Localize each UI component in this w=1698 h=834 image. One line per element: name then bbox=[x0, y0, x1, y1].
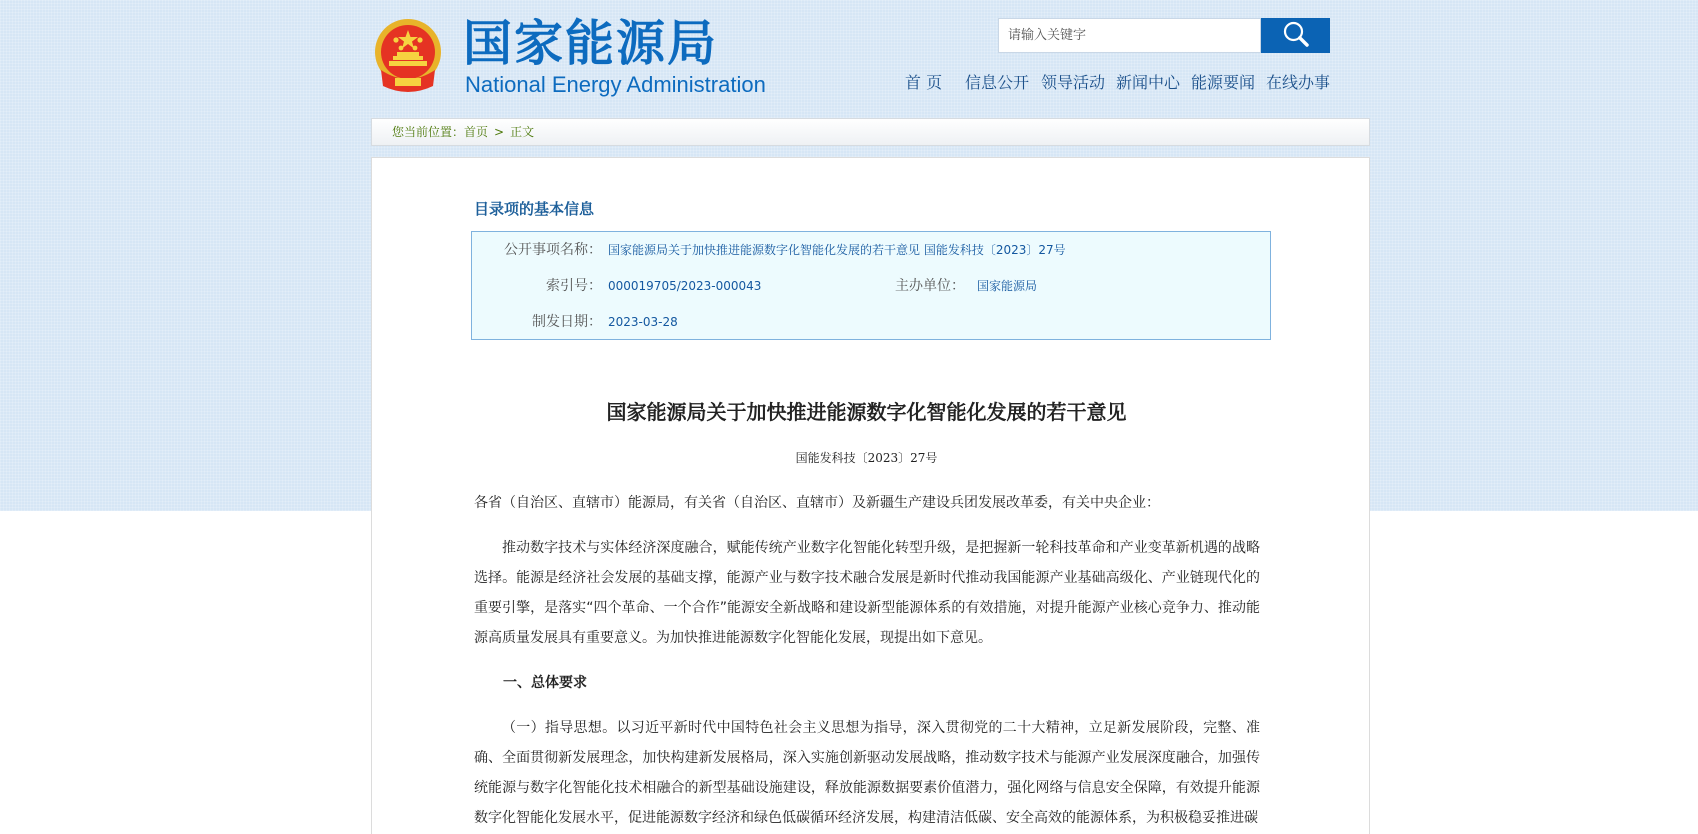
nav-item-news-center[interactable]: 新闻中心 bbox=[1116, 73, 1181, 92]
breadcrumb-current: 正文 bbox=[510, 125, 535, 139]
info-org-value: 国家能源局 bbox=[977, 279, 1038, 293]
info-index-value: 000019705/2023-000043 bbox=[608, 279, 762, 293]
nav-item-home[interactable]: 首 页 bbox=[905, 73, 943, 92]
nav-item-online-services[interactable]: 在线办事 bbox=[1266, 73, 1331, 92]
document-paragraph: （一）指导思想。以习近平新时代中国特色社会主义思想为指导，深入贯彻党的二十大精神，立足新发展阶段，完整、准确、全面贯彻新发展理念，加快构建新发展格局，深入实施创新驱动发展战略，推动数字技术与能源产业发展深度融合，加强传统能源与数字化智能化技术相融合的新型基础设施建设，释放能源数据要素价值潜力，强化网络与信息安全保障，有效提升能源数字化智能化发展水平，促进能源数字经济和绿色低碳循环经济发展，构建清洁低碳、安全高效的能源体系，为积极稳妥推进碳 bbox=[474, 720, 1260, 826]
info-section-title: 目录项的基本信息 bbox=[474, 200, 595, 218]
nav-item-energy-news[interactable]: 能源要闻 bbox=[1191, 73, 1256, 92]
nav-item-info-disclosure[interactable]: 信息公开 bbox=[965, 73, 1030, 92]
info-org-label: 主办单位： bbox=[895, 278, 965, 294]
document-paragraph: 推动数字技术与实体经济深度融合，赋能传统产业数字化智能化转型升级，是把握新一轮科技革命和产业变革新机遇的战略选择。能源是经济社会发展的基础支撑，能源产业与数字技术融合发展是新时代推动我国能源产业基础高级化、产业链现代化的重要引擎，是落实“四个革命、一个合作”能源安全新战略和建设新型能源体系的有效措施，对提升能源产业核心竞争力、推动能源高质量发展具有重要意义。为加快推进能源数字化智能化发展，现提出如下意见。 bbox=[474, 540, 1260, 646]
breadcrumb-separator-icon: > bbox=[494, 125, 505, 139]
search-input[interactable] bbox=[998, 18, 1261, 53]
info-name-value: 国家能源局关于加快推进能源数字化智能化发展的若干意见 国能发科技〔2023〕27号 bbox=[608, 243, 1066, 257]
breadcrumb-home-link[interactable]: 首页 bbox=[464, 125, 489, 139]
document-title: 国家能源局关于加快推进能源数字化智能化发展的若干意见 bbox=[606, 400, 1127, 424]
info-date-value: 2023-03-28 bbox=[608, 315, 678, 329]
site-title-en[interactable]: National Energy Administration bbox=[465, 72, 766, 97]
breadcrumb-prefix: 您当前位置： bbox=[392, 125, 465, 139]
info-index-label: 索引号： bbox=[546, 278, 602, 294]
document-salutation: 各省（自治区、直辖市）能源局，有关省（自治区、直辖市）及新疆生产建设兵团发展改革委，有关中央企业： bbox=[474, 495, 1160, 511]
search-button[interactable] bbox=[1261, 18, 1330, 53]
info-name-label: 公开事项名称： bbox=[504, 242, 602, 258]
document-heading: 一、总体要求 bbox=[503, 675, 587, 691]
nav-item-leadership[interactable]: 领导活动 bbox=[1041, 73, 1106, 92]
search-icon bbox=[1282, 20, 1310, 51]
info-date-label: 制发日期： bbox=[532, 314, 602, 330]
document-number: 国能发科技〔2023〕27号 bbox=[795, 451, 938, 465]
breadcrumb bbox=[371, 118, 1370, 146]
site-title-cn[interactable]: 国家能源局 bbox=[463, 15, 719, 72]
national-emblem-icon[interactable] bbox=[373, 18, 443, 94]
